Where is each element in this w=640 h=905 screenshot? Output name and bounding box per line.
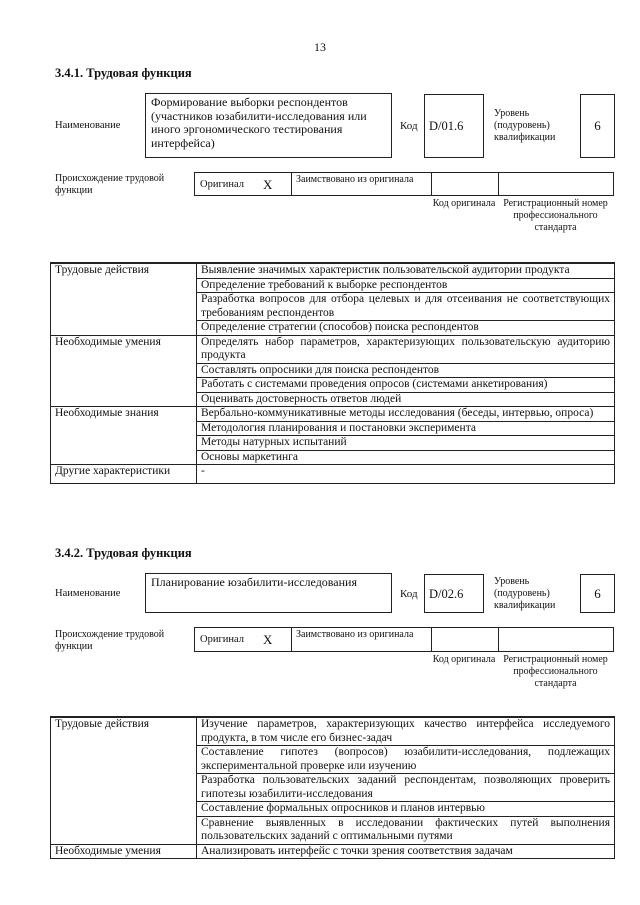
origin-code-label: Код оригинала [432, 198, 496, 209]
function-table [50, 716, 615, 859]
table-row: Разработка вопросов для отбора целевых и для отсеивания не соответствующих требованиям респондентов [197, 293, 615, 321]
table-row: Выявление значимых характеристик пользовательской аудитории продукта [197, 263, 615, 278]
function-name: Формирование выборки респондентов (участников юзабилити-исследования или иного эргономического тестирования интерфейса) [151, 95, 367, 150]
category-cell: Трудовые действия [51, 717, 197, 844]
borrowed-label: Заимствовано из оригинала [296, 174, 414, 185]
name-label: Наименование [55, 588, 121, 599]
category-cell: Другие характеристики [51, 465, 197, 484]
original-mark: X [263, 632, 273, 647]
divider [498, 628, 499, 651]
table-row: Составлять опросники для поиска респондентов [197, 363, 615, 378]
original-mark: X [263, 177, 273, 192]
reg-number-label: Регистрационный номер профессионального стандарта [503, 198, 608, 233]
function-table [50, 262, 615, 484]
page-number: 13 [314, 40, 326, 54]
category-cell: Необходимые умения [51, 844, 197, 859]
table-row: Вербально-коммуникативные методы исследования (беседы, интервью, опроса) [197, 407, 615, 422]
origin-code-label: Код оригинала [432, 654, 496, 665]
origin-table [194, 172, 614, 196]
table-row: Составление гипотез (вопросов) юзабилити-исследования, подлежащих экспериментальной проверке или изучению [197, 746, 615, 774]
function-name-box [145, 93, 392, 158]
function-name: Планирование юзабилити-исследования [151, 575, 357, 589]
code-value-box [424, 94, 484, 158]
table-row: Сравнение выявленных в исследовании фактических путей выполнения пользовательских заданий с оптимальными путями [197, 816, 615, 844]
original-label: Оригинал [200, 179, 244, 190]
category-cell: Необходимые знания [51, 407, 197, 465]
table-row: Работать с системами проведения опросов (системами анкетирования) [197, 378, 615, 393]
origin-table [194, 627, 614, 652]
section-title: 3.4.1. Трудовая функция [55, 66, 192, 80]
divider [431, 173, 432, 195]
table-row: Оценивать достоверность ответов людей [197, 392, 615, 407]
level-value: 6 [580, 94, 615, 158]
table-row: - [197, 465, 615, 484]
section-title: 3.4.2. Трудовая функция [55, 546, 192, 560]
code-value: D/02.6 [429, 587, 464, 601]
origin-label: Происхождение трудовой функции [55, 629, 165, 652]
table-row: Методы натурных испытаний [197, 436, 615, 451]
table-row: Анализировать интерфейс с точки зрения соответствия задачам [197, 844, 615, 859]
original-label: Оригинал [200, 634, 244, 645]
table-row: Изучение параметров, характеризующих качество интерфейса исследуемого продукта, в том числе его бизнес-задач [197, 717, 615, 746]
code-label: Код [400, 588, 418, 600]
level-label: Уровень (подуровень) квалификации [494, 576, 556, 611]
origin-label: Происхождение трудовой функции [55, 173, 165, 196]
divider [291, 173, 292, 195]
category-cell: Необходимые умения [51, 335, 197, 407]
code-value-box [424, 574, 484, 613]
table-row: Определение стратегии (способов) поиска респондентов [197, 321, 615, 336]
code-value: D/01.6 [429, 119, 464, 133]
function-name-box [145, 573, 392, 613]
table-row: Определение требований к выборке респондентов [197, 278, 615, 293]
reg-number-label: Регистрационный номер профессионального стандарта [503, 654, 608, 689]
level-label: Уровень (подуровень) квалификации [494, 108, 556, 143]
divider [431, 628, 432, 651]
code-label: Код [400, 120, 418, 132]
category-cell: Трудовые действия [51, 263, 197, 335]
table-row: Основы маркетинга [197, 450, 615, 465]
level-value: 6 [580, 574, 615, 613]
table-row: Составление формальных опросников и планов интервью [197, 802, 615, 817]
divider [498, 173, 499, 195]
name-label: Наименование [55, 120, 121, 131]
table-row: Определять набор параметров, характеризующих пользовательскую аудиторию продукта [197, 335, 615, 363]
borrowed-label: Заимствовано из оригинала [296, 629, 414, 640]
table-row: Методология планирования и постановки эксперимента [197, 421, 615, 436]
table-row: Разработка пользовательских заданий респондентам, позволяющих проверить гипотезы юзабилити-исследования [197, 774, 615, 802]
divider [291, 628, 292, 651]
